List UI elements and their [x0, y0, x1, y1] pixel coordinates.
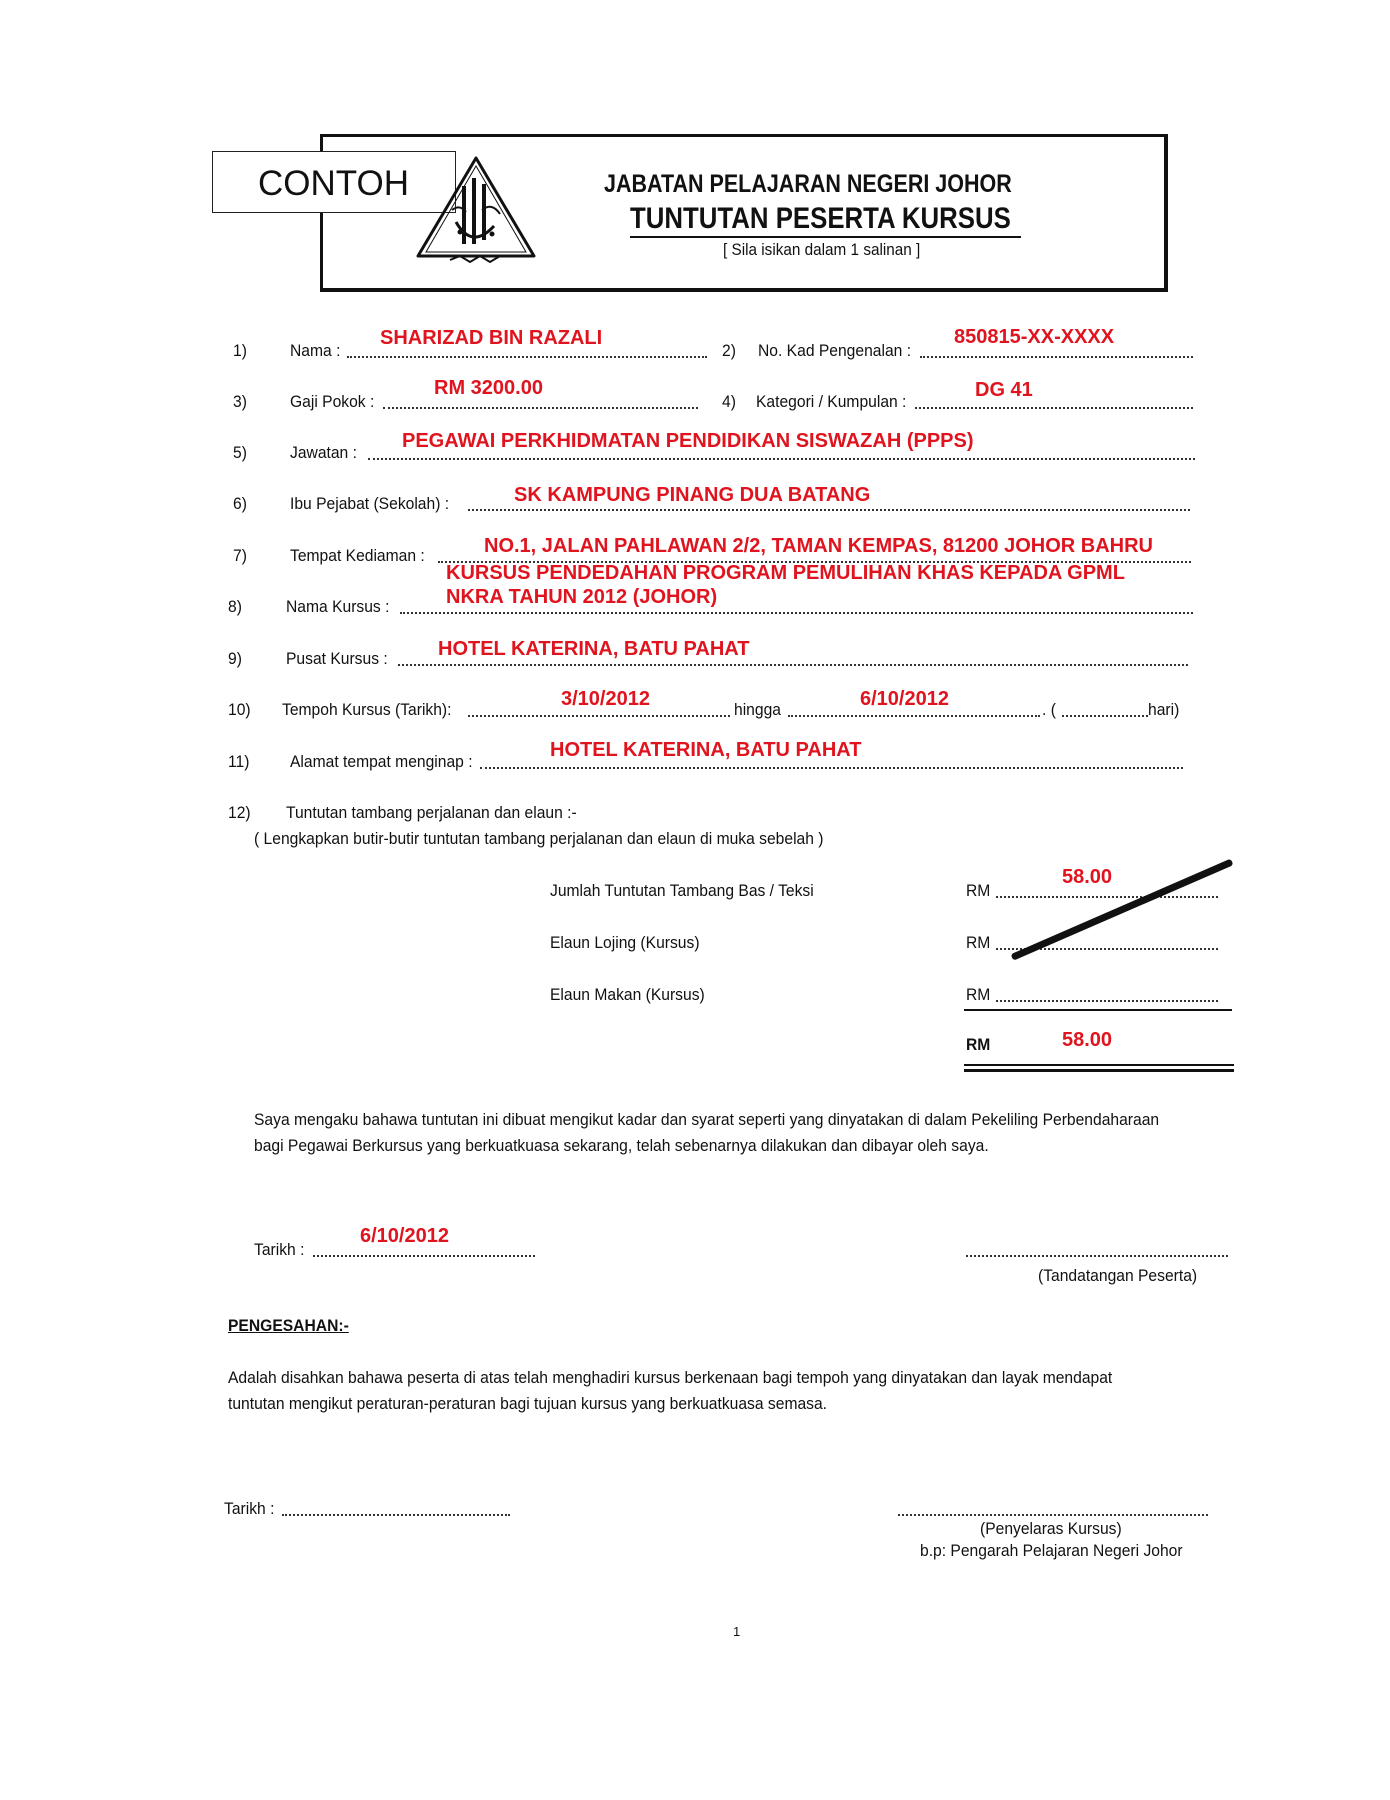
field-9-number: 9)	[228, 649, 242, 668]
field-2-label: No. Kad Pengenalan :	[758, 341, 912, 360]
form-note: [ Sila isikan dalam 1 salinan ]	[723, 240, 921, 259]
field-2-number: 2)	[722, 341, 736, 360]
field-3-label: Gaji Pokok :	[290, 392, 375, 411]
field-5-value: PEGAWAI PERKHIDMATAN PENDIDIKAN SISWAZAH (PPPS)	[402, 430, 974, 452]
claim-lodging-currency: RM	[966, 933, 991, 952]
field-5-label: Jawatan :	[290, 443, 357, 462]
coordinator-signature-line[interactable]	[898, 1514, 1208, 1516]
field-10-label: Tempoh Kursus (Tarikh):	[282, 700, 452, 719]
field-7-value: NO.1, JALAN PAHLAWAN 2/2, TAMAN KEMPAS, 81200 JOHOR BAHRU	[484, 535, 1153, 557]
field-12-note: ( Lengkapkan butir-butir tuntutan tambang perjalanan dan elaun di muka sebelah )	[254, 829, 824, 848]
field-10-from-value: 3/10/2012	[561, 688, 650, 710]
claim-bus-taxi-value: 58.00	[1062, 866, 1113, 888]
field-10-days-line[interactable]	[1062, 715, 1148, 717]
field-10-to-label: hingga	[734, 700, 781, 719]
field-4-label: Kategori / Kumpulan :	[756, 392, 907, 411]
total-top-rule	[964, 1009, 1232, 1011]
claim-bus-taxi-line[interactable]	[996, 896, 1218, 898]
participant-date-line[interactable]	[313, 1255, 535, 1257]
field-1-label: Nama :	[290, 341, 341, 360]
participant-signature-caption: (Tandatangan Peserta)	[1038, 1266, 1198, 1285]
field-11-line[interactable]	[480, 767, 1183, 769]
claim-lodging-label: Elaun Lojing (Kursus)	[550, 933, 700, 952]
approval-line-2: tuntutan mengikut peraturan-peraturan bagi tujuan kursus yang berkuatkuasa semasa.	[228, 1394, 828, 1413]
strike-through-mark	[1011, 859, 1234, 961]
field-12-label: Tuntutan tambang perjalanan dan elaun :-	[286, 803, 577, 822]
field-8-value-line1: KURSUS PENDEDAHAN PROGRAM PEMULIHAN KHAS KEPADA GPML	[446, 562, 1125, 584]
field-10-to-value: 6/10/2012	[860, 688, 949, 710]
field-10-from-line[interactable]	[468, 715, 730, 717]
field-5-line[interactable]	[368, 458, 1195, 460]
field-8-label: Nama Kursus :	[286, 597, 390, 616]
sample-stamp-label: CONTOH	[258, 164, 410, 203]
field-3-line[interactable]	[383, 407, 698, 409]
coordinator-on-behalf: b.p: Pengarah Pelajaran Negeri Johor	[920, 1541, 1183, 1560]
total-value: 58.00	[1062, 1029, 1113, 1051]
participant-date-value: 6/10/2012	[360, 1225, 449, 1247]
claim-meal-line[interactable]	[996, 1000, 1218, 1002]
field-6-line[interactable]	[468, 509, 1190, 511]
department-name: JABATAN PELAJARAN NEGERI JOHOR	[604, 170, 1012, 198]
coordinator-date-line[interactable]	[282, 1514, 510, 1516]
field-11-value: HOTEL KATERINA, BATU PAHAT	[550, 739, 862, 761]
approval-line-1: Adalah disahkan bahawa peserta di atas telah menghadiri kursus berkenaan bagi tempoh yang dinyatakan dan layak mendapat	[228, 1368, 1113, 1387]
field-10-days-open: . (	[1042, 700, 1056, 719]
claim-bus-taxi-currency: RM	[966, 881, 991, 900]
field-7-number: 7)	[233, 546, 247, 565]
approval-heading: PENGESAHAN:-	[228, 1316, 349, 1335]
declaration-line-2: bagi Pegawai Berkursus yang berkuatkuasa sekarang, telah sebenarnya dilakukan dan dibayar oleh saya.	[254, 1136, 989, 1155]
field-3-value: RM 3200.00	[434, 377, 543, 399]
total-double-rule-bottom	[964, 1069, 1234, 1072]
participant-date-label: Tarikh :	[254, 1240, 305, 1259]
field-9-line[interactable]	[398, 664, 1188, 666]
field-3-number: 3)	[233, 392, 247, 411]
participant-signature-line[interactable]	[966, 1255, 1228, 1257]
ministry-logo-icon	[412, 152, 540, 270]
total-double-rule-top	[964, 1064, 1234, 1066]
field-8-number: 8)	[228, 597, 242, 616]
field-9-label: Pusat Kursus :	[286, 649, 388, 668]
form-title: TUNTUTAN PESERTA KURSUS	[630, 202, 1011, 235]
claim-meal-label: Elaun Makan (Kursus)	[550, 985, 705, 1004]
field-4-line[interactable]	[915, 407, 1193, 409]
field-10-to-line[interactable]	[788, 715, 1040, 717]
total-currency: RM	[966, 1035, 991, 1054]
field-5-number: 5)	[233, 443, 247, 462]
field-4-value: DG 41	[975, 379, 1033, 401]
field-10-days-label: hari)	[1148, 700, 1180, 719]
field-8-line[interactable]	[400, 612, 1193, 614]
form-title-underline	[630, 236, 1021, 238]
page-number: 1	[733, 1624, 741, 1639]
coordinator-date-label: Tarikh :	[224, 1499, 275, 1518]
field-7-label: Tempat Kediaman :	[290, 546, 425, 565]
field-2-value: 850815-XX-XXXX	[954, 326, 1115, 348]
field-11-label: Alamat tempat menginap :	[290, 752, 473, 771]
field-10-number: 10)	[228, 700, 251, 719]
field-9-value: HOTEL KATERINA, BATU PAHAT	[438, 638, 750, 660]
field-6-label: Ibu Pejabat (Sekolah) :	[290, 494, 450, 513]
field-8-value-line2: NKRA TAHUN 2012 (JOHOR)	[446, 586, 718, 608]
coordinator-signature-caption: (Penyelaras Kursus)	[980, 1519, 1122, 1538]
field-4-number: 4)	[722, 392, 736, 411]
field-6-value: SK KAMPUNG PINANG DUA BATANG	[514, 484, 871, 506]
field-6-number: 6)	[233, 494, 247, 513]
field-12-number: 12)	[228, 803, 251, 822]
field-1-number: 1)	[233, 341, 247, 360]
field-1-value: SHARIZAD BIN RAZALI	[380, 327, 603, 349]
declaration-line-1: Saya mengaku bahawa tuntutan ini dibuat mengikut kadar dan syarat seperti yang dinyatakan di dalam Pekeliling Perbendaharaan	[254, 1110, 1160, 1129]
claim-bus-taxi-label: Jumlah Tuntutan Tambang Bas / Teksi	[550, 881, 814, 900]
field-2-line[interactable]	[920, 356, 1193, 358]
claim-meal-currency: RM	[966, 985, 991, 1004]
field-1-line[interactable]	[347, 356, 707, 358]
field-11-number: 11)	[228, 752, 250, 771]
